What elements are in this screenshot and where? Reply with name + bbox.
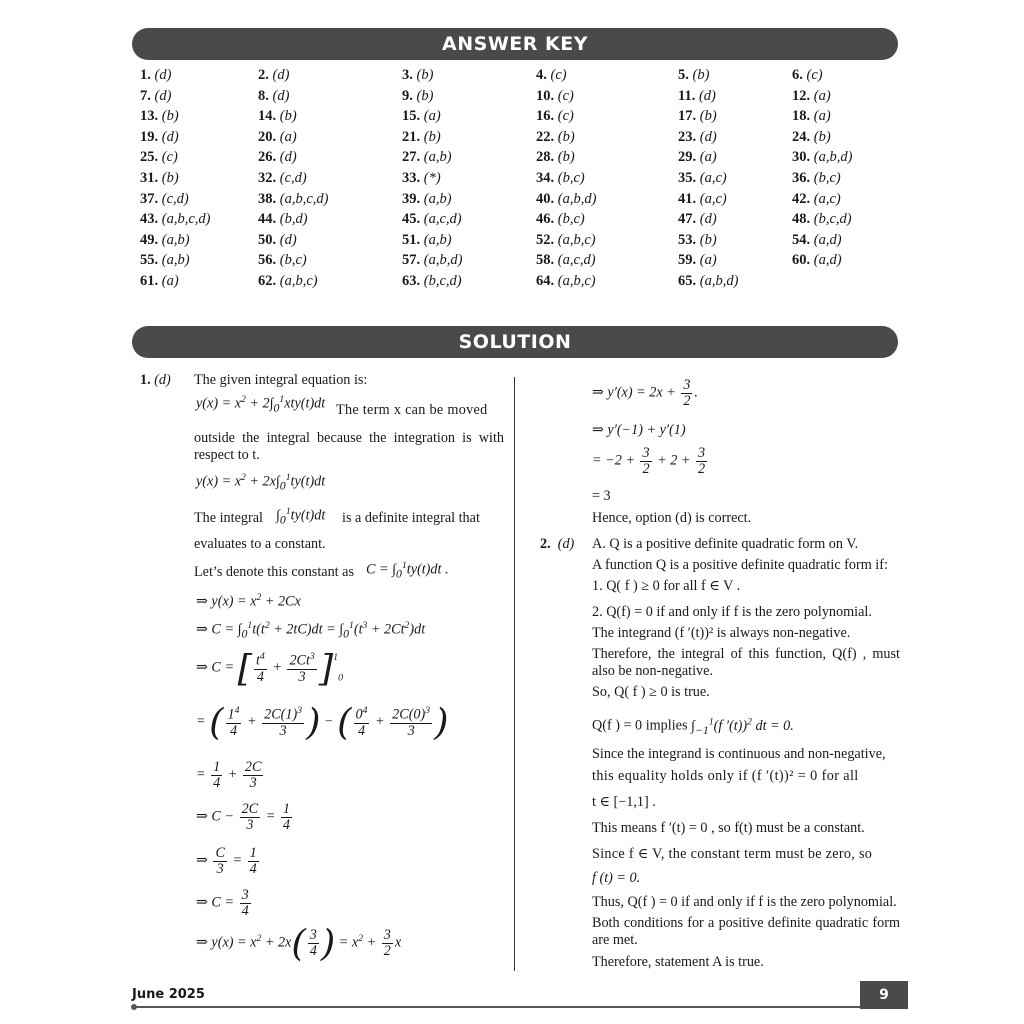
- q2-definition: A function Q is a positive definite quadratic form if:: [592, 557, 888, 573]
- answer-key-entry: [792, 88, 831, 105]
- answer-key-entry: [258, 232, 297, 249]
- answer-option: (b): [158, 169, 179, 186]
- q1-denote: Let’s denote this constant as: [194, 564, 354, 580]
- answer-option: (a,b,d): [696, 272, 739, 289]
- answer-option: (c): [802, 67, 823, 83]
- answer-key-entry: [402, 149, 452, 166]
- answer-key-entry: [792, 191, 841, 208]
- q1-step-10: ⇒ $y(x) = x^2 + 2x$( $\frac{3}{4}$ ) = $x^2$ + $\frac{3}{2}$ x: [196, 921, 402, 965]
- answer-key-entry: [678, 252, 717, 269]
- question-number: 38.: [258, 190, 277, 207]
- q2-equality: this equality holds only if (f ′(t))² = 0 for all: [592, 768, 859, 784]
- answer-option: (c): [554, 87, 574, 104]
- question-number: 50.: [258, 231, 277, 248]
- q2-integrand: The integrand (f ′(t))² is always non-negative.: [592, 625, 851, 641]
- q1-move-a: The term x can be moved: [336, 402, 488, 418]
- answer-key-row: [140, 170, 880, 191]
- question-number: 34.: [536, 169, 555, 186]
- question-number: 63.: [402, 272, 421, 289]
- answer-option: (b): [276, 108, 297, 125]
- answer-key-entry: [678, 67, 709, 84]
- answer-key-row: [140, 273, 880, 294]
- answer-option: (d): [276, 149, 297, 166]
- answer-option: (a,c): [810, 190, 841, 207]
- q1-equation: $y(x) = x^2 + 2\int_0^1xty(t)dt$: [196, 394, 326, 415]
- answer-option: (a,b): [158, 252, 190, 269]
- answer-key-entry: [258, 88, 289, 105]
- q1-constant-def: $C = \int_0^1ty(t)dt$ .: [366, 560, 449, 581]
- answer-key-entry: [258, 273, 318, 290]
- answer-option: (b): [412, 67, 434, 83]
- q1-step-9: ⇒ C = $\frac{3}{4}$: [196, 887, 249, 919]
- question-number: 13.: [140, 108, 159, 125]
- answer-option: (b): [810, 128, 831, 145]
- answer-option: (d): [268, 67, 290, 83]
- answer-option: (a,b): [158, 231, 190, 248]
- question-number: 35.: [678, 169, 697, 186]
- answer-key-entry: [140, 149, 178, 166]
- q1-integral-b: is a definite integral that: [342, 510, 480, 526]
- question-number: 31.: [140, 169, 159, 186]
- answer-key-entry: [536, 211, 585, 228]
- answer-key-entry: [140, 170, 179, 187]
- question-number: 12.: [792, 87, 811, 104]
- question-number: 27.: [402, 149, 421, 166]
- answer-key-row: [140, 252, 880, 273]
- question-number: 40.: [536, 190, 555, 207]
- answer-key-entry: [536, 232, 596, 249]
- answer-option: (b,c,d): [810, 211, 852, 228]
- answer-option: (b): [412, 87, 434, 104]
- question-number: 19.: [140, 128, 159, 145]
- answer-option: (*): [420, 169, 441, 186]
- answer-key-entry: [402, 170, 441, 187]
- question-number: 5.: [678, 67, 689, 83]
- q2-implies: Q(f ) = 0 implies $\int_{-1}^1(f$ ′(t))$^2$ dt = 0.: [592, 716, 794, 737]
- q1-step-4: ⇒ C = [ $\frac{t^4}{4}$ + $\frac{2Ct^3}{3}$ ]$^1$0: [196, 646, 344, 690]
- answer-key-row: [140, 232, 880, 253]
- answer-key-entry: [140, 108, 179, 125]
- answer-key-entry: [140, 211, 210, 228]
- answer-key-entry: [536, 191, 596, 208]
- answer-option: (b): [554, 149, 575, 166]
- q2-both: Both conditions for a positive definite quadratic form are met.: [592, 915, 900, 949]
- question-number: 30.: [792, 149, 811, 166]
- question-number: 53.: [678, 231, 697, 248]
- q1-intro: The given integral equation is:: [194, 372, 368, 388]
- answer-key-entry: [678, 211, 717, 228]
- answer-key-entry: [258, 170, 307, 187]
- question-number: 55.: [140, 252, 159, 269]
- answer-key-entry: [678, 88, 716, 105]
- answer-key-entry: [140, 129, 179, 146]
- question-number: 43.: [140, 211, 159, 228]
- question-number: 46.: [536, 211, 555, 228]
- question-number: 48.: [792, 211, 811, 228]
- answer-option: (d): [150, 67, 172, 83]
- q2-since-2: Since f ∈ V, the constant term must be zero, so: [592, 846, 873, 862]
- q2-interval: t ∈ [−1,1] .: [592, 794, 656, 810]
- answer-key-entry: [402, 191, 452, 208]
- answer-key-entry: [402, 211, 462, 228]
- answer-option: (a): [696, 252, 717, 269]
- answer-option: (a,b,c,d): [276, 190, 329, 207]
- answer-key-entry: [792, 170, 841, 187]
- answer-option: (b,d): [276, 211, 308, 228]
- answer-option: (a,b,d): [420, 252, 463, 269]
- answer-key-banner: ANSWER KEY: [132, 28, 898, 60]
- answer-key-entry: [402, 129, 441, 146]
- question-number: 10.: [536, 87, 555, 104]
- q1-hence: Hence, option (d) is correct.: [592, 510, 752, 526]
- answer-option: (a,b,c): [276, 272, 318, 289]
- question-number: 39.: [402, 190, 421, 207]
- answer-key-grid: [140, 67, 880, 294]
- q1-step-7: ⇒ C − $\frac{2C}{3}$ = $\frac{1}{4}$: [196, 801, 290, 833]
- question-number: 65.: [678, 272, 697, 289]
- answer-option: (a): [158, 272, 179, 289]
- answer-key-entry: [536, 170, 585, 187]
- answer-key-row: [140, 191, 880, 212]
- q1-derivative: ⇒ y′(x) = 2x + $\frac{3}{2}$ .: [592, 377, 698, 409]
- answer-option: (d): [696, 211, 717, 228]
- answer-key-entry: [536, 252, 596, 269]
- answer-key-entry: [678, 232, 717, 249]
- answer-option: (d): [695, 87, 716, 104]
- question-number: 52.: [536, 231, 555, 248]
- question-number: 47.: [678, 211, 697, 228]
- question-number: 37.: [140, 190, 159, 207]
- answer-option: (a): [810, 87, 831, 104]
- answer-key-entry: [678, 149, 717, 166]
- question-number: 1.: [140, 67, 151, 83]
- answer-key-entry: [792, 67, 823, 84]
- question-number: 36.: [792, 169, 811, 186]
- page-number: 9: [860, 981, 908, 1009]
- question-number: 2.: [258, 67, 269, 83]
- answer-option: (c,d): [276, 169, 307, 186]
- answer-key-entry: [678, 273, 738, 290]
- answer-key-entry: [792, 129, 831, 146]
- answer-key-entry: [792, 232, 842, 249]
- question-number: 64.: [536, 272, 555, 289]
- answer-key-entry: [536, 67, 567, 84]
- question-number: 58.: [536, 252, 555, 269]
- answer-option: (c): [554, 108, 574, 125]
- answer-option: (a,d): [810, 231, 842, 248]
- question-number: 8.: [258, 87, 269, 104]
- question-number: 56.: [258, 252, 277, 269]
- q2-condition-2: 2. Q(f) = 0 if and only if f is the zero polynomial.: [592, 604, 872, 620]
- footer-rule: [134, 1006, 906, 1008]
- question-number: 11.: [678, 87, 696, 104]
- question-number: 21.: [402, 128, 421, 145]
- q1-integral-expr: $\int_0^1ty(t)dt$: [276, 506, 326, 527]
- answer-key-entry: [678, 191, 727, 208]
- question-number: 17.: [678, 108, 697, 125]
- answer-option: (a): [810, 108, 831, 125]
- question-number: 9.: [402, 87, 413, 104]
- q2-therefore: Therefore, the integral of this function, Q(f) , must also be non-negative.: [592, 646, 900, 680]
- question-number: 62.: [258, 272, 277, 289]
- footer-date: June 2025: [132, 987, 205, 1002]
- question-number: 26.: [258, 149, 277, 166]
- q2-statement: A. Q is a positive definite quadratic form on V.: [592, 536, 859, 552]
- q1-evaluates: evaluates to a constant.: [194, 536, 326, 552]
- question-number: 51.: [402, 231, 421, 248]
- answer-key-entry: [258, 149, 297, 166]
- answer-option: (a,c): [696, 169, 727, 186]
- answer-key-entry: [140, 273, 179, 290]
- q1-step-2: ⇒ $y(x) = x^2 + 2Cx$: [196, 592, 301, 610]
- answer-key-row: [140, 129, 880, 150]
- answer-option: (d): [276, 231, 297, 248]
- answer-key-entry: [258, 252, 307, 269]
- q1-result: = 3: [592, 488, 611, 504]
- question-number: 49.: [140, 231, 159, 248]
- answer-option: (b): [696, 231, 717, 248]
- answer-key-entry: [678, 129, 717, 146]
- answer-option: (d): [158, 128, 179, 145]
- q2-so: So, Q( f ) ≥ 0 is true.: [592, 684, 710, 700]
- answer-option: (a): [276, 128, 297, 145]
- answer-option: (c): [546, 67, 567, 83]
- q1-step-5: = ( $\frac{1^4}{4}$ + $\frac{2C(1)^3}{3}$ ) − ( $\frac{0^4}{4}$ + $\frac{2C(0)^3}{3}$ ): [196, 700, 449, 744]
- q1-header: [140, 372, 171, 389]
- answer-option: (c,d): [158, 190, 189, 207]
- answer-key-entry: [792, 149, 852, 166]
- answer-key-entry: [402, 273, 462, 290]
- answer-key-entry: [140, 191, 189, 208]
- answer-option: (b): [696, 108, 717, 125]
- q2-answer: (d): [557, 536, 575, 552]
- question-number: 14.: [258, 108, 277, 125]
- answer-key-entry: [258, 191, 328, 208]
- q2-conclusion: Therefore, statement A is true.: [592, 954, 764, 970]
- answer-key-row: [140, 67, 880, 88]
- question-number: 24.: [792, 128, 811, 145]
- answer-key-entry: [258, 108, 297, 125]
- answer-option: (b): [554, 128, 575, 145]
- answer-option: (a,b): [420, 149, 452, 166]
- q1-step-6: = $\frac{1}{4}$ + $\frac{2C}{3}$: [196, 759, 262, 791]
- question-number: 15.: [402, 108, 421, 125]
- q1-step-3: ⇒ $C = \int_0^1t(t^2 + 2tC)dt = \int_0^1(t^3 + 2Ct^2)dt$: [196, 620, 426, 641]
- answer-option: (a,b,c): [554, 272, 596, 289]
- question-number: 29.: [678, 149, 697, 166]
- answer-key-entry: [792, 252, 842, 269]
- q2-number: 2.: [540, 536, 551, 552]
- answer-key-entry: [140, 232, 190, 249]
- answer-option: (b): [688, 67, 710, 83]
- question-number: 60.: [792, 252, 811, 269]
- answer-key-entry: [678, 170, 727, 187]
- q2-means: This means f ′(t) = 0 , so f(t) must be a constant.: [592, 820, 865, 836]
- answer-option: (a,b,d): [554, 190, 597, 207]
- question-number: 4.: [536, 67, 547, 83]
- answer-key-entry: [402, 67, 433, 84]
- solution-banner: SOLUTION: [132, 326, 898, 358]
- question-number: 61.: [140, 272, 159, 289]
- answer-key-entry: [536, 129, 575, 146]
- answer-key-entry: [258, 67, 289, 84]
- question-number: 42.: [792, 190, 811, 207]
- answer-key-entry: [536, 149, 575, 166]
- q2-condition-1: 1. Q( f ) ≥ 0 for all f ∈ V .: [592, 578, 741, 594]
- question-number: 22.: [536, 128, 555, 145]
- answer-option: (b): [158, 108, 179, 125]
- answer-key-entry: [678, 108, 717, 125]
- q2-ft-zero: f (t) = 0.: [592, 870, 641, 886]
- answer-key-entry: [536, 88, 574, 105]
- answer-key-entry: [792, 211, 852, 228]
- question-number: 57.: [402, 252, 421, 269]
- question-number: 32.: [258, 169, 277, 186]
- answer-option: (a,d): [810, 252, 842, 269]
- answer-option: (a,c,d): [420, 211, 462, 228]
- q2-thus: Thus, Q(f ) = 0 if and only if f is the zero polynomial.: [592, 894, 897, 910]
- answer-key-row: [140, 211, 880, 232]
- question-number: 33.: [402, 169, 421, 186]
- column-divider: [514, 377, 515, 971]
- answer-option: (a,b,d): [810, 149, 853, 166]
- q1-step-1: $y(x) = x^2 + 2x\int_0^1ty(t)dt$: [196, 472, 326, 493]
- answer-key-entry: [258, 211, 308, 228]
- answer-key-entry: [140, 252, 190, 269]
- answer-option: (d): [696, 128, 717, 145]
- q2-header: [540, 536, 574, 553]
- question-number: 45.: [402, 211, 421, 228]
- answer-key-row: [140, 88, 880, 109]
- answer-option: (b,c): [276, 252, 307, 269]
- question-number: 6.: [792, 67, 803, 83]
- question-number: 41.: [678, 190, 697, 207]
- q1-number: 1.: [140, 372, 151, 388]
- question-number: 16.: [536, 108, 555, 125]
- answer-key-entry: [140, 88, 171, 105]
- answer-option: (a,b,c,d): [158, 211, 211, 228]
- answer-key-row: [140, 108, 880, 129]
- answer-key-row: [140, 149, 880, 170]
- answer-key-entry: [402, 252, 462, 269]
- answer-option: (d): [268, 87, 290, 104]
- question-number: 59.: [678, 252, 697, 269]
- answer-option: (b,c): [554, 169, 585, 186]
- answer-option: (a): [420, 108, 441, 125]
- answer-option: (a,c,d): [554, 252, 596, 269]
- question-number: 54.: [792, 231, 811, 248]
- q1-sum-expansion: = −2 + $\frac{3}{2}$ + 2 + $\frac{3}{2}$: [592, 445, 706, 477]
- answer-option: (b,c): [554, 211, 585, 228]
- answer-key-entry: [402, 88, 433, 105]
- q2-since: Since the integrand is continuous and non-negative,: [592, 746, 886, 762]
- answer-option: (a,b,c): [554, 231, 596, 248]
- question-number: 44.: [258, 211, 277, 228]
- answer-option: (b): [420, 128, 441, 145]
- q1-derivative-sum: ⇒ y′(−1) + y′(1): [592, 422, 686, 438]
- answer-key-entry: [536, 273, 596, 290]
- q1-move-b: outside the integral because the integration is with respect to t.: [194, 430, 504, 464]
- answer-option: (a): [696, 149, 717, 166]
- answer-key-entry: [792, 108, 831, 125]
- answer-option: (a,b): [420, 231, 452, 248]
- question-number: 7.: [140, 87, 151, 104]
- answer-key-entry: [402, 232, 452, 249]
- answer-key-entry: [536, 108, 574, 125]
- answer-option: (b,c): [810, 169, 841, 186]
- q1-integral-a: The integral: [194, 510, 263, 526]
- question-number: 25.: [140, 149, 159, 166]
- answer-option: (c): [158, 149, 178, 166]
- q1-answer: (d): [154, 372, 171, 388]
- question-number: 23.: [678, 128, 697, 145]
- question-number: 3.: [402, 67, 413, 83]
- answer-option: (a,b): [420, 190, 452, 207]
- answer-option: (a,c): [696, 190, 727, 207]
- answer-option: (b,c,d): [420, 272, 462, 289]
- question-number: 20.: [258, 128, 277, 145]
- answer-option: (d): [150, 87, 172, 104]
- answer-key-entry: [402, 108, 441, 125]
- answer-key-entry: [140, 67, 171, 84]
- q1-step-8: ⇒ $\frac{C}{3}$ = $\frac{1}{4}$: [196, 845, 257, 877]
- question-number: 28.: [536, 149, 555, 166]
- question-number: 18.: [792, 108, 811, 125]
- answer-key-entry: [258, 129, 297, 146]
